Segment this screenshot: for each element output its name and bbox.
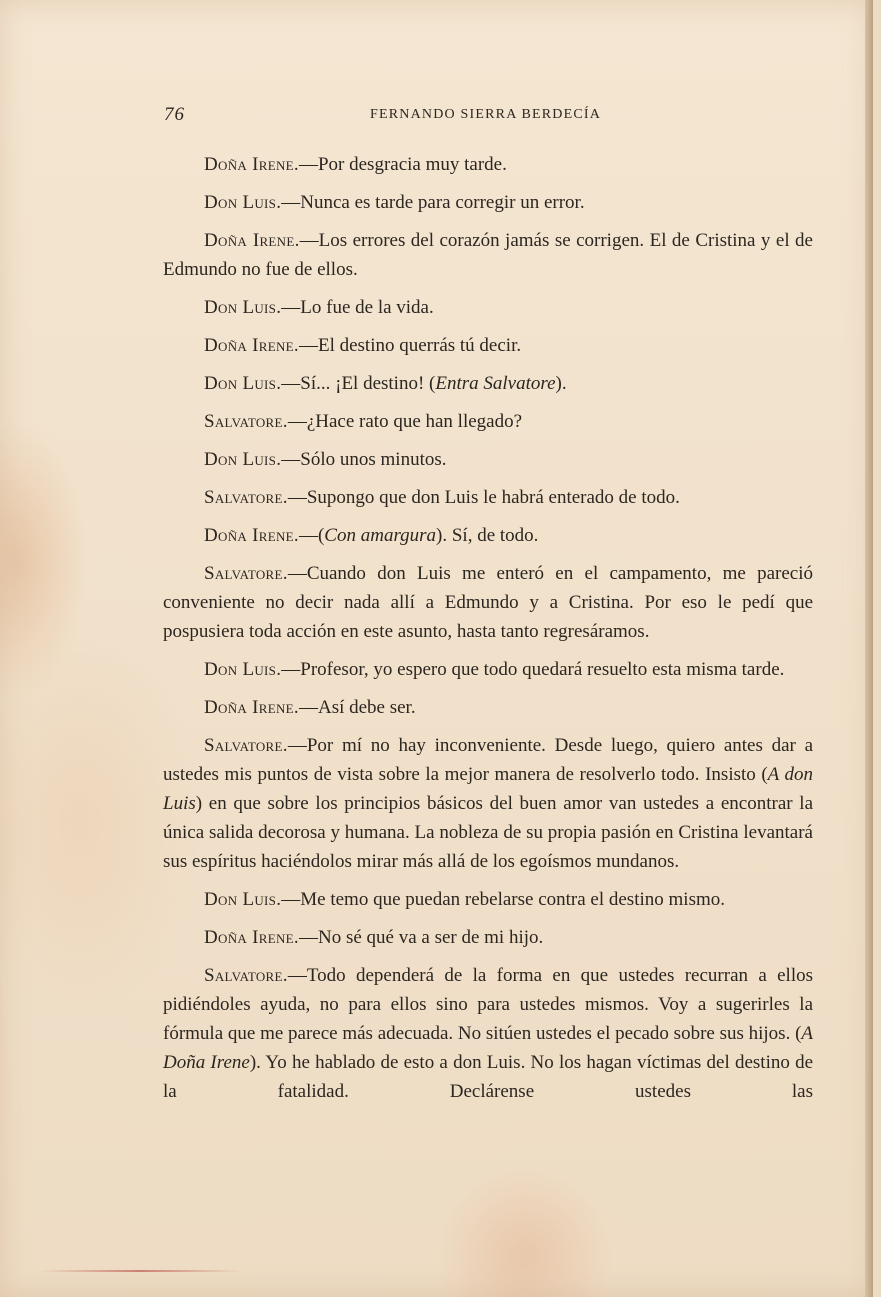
dialogue-line [163,559,813,646]
dialogue-line [163,331,813,360]
page-edge [865,0,873,1297]
dialogue-line [163,655,813,684]
speech: —( [298,525,325,546]
speech: —Cuando don Luis me enteró en el campamento, me pareció conveniente no decir nada allí a Edmundo y a Cristina. Por eso le pedí que pospusiera toda acción en este asunto, hasta tanto regresáramos. [163,563,813,642]
speaker-name: Doña Irene. [204,154,299,175]
speech: —Lo fue de la vida. [281,297,434,318]
dialogue-line [163,445,813,474]
speaker-name: Don Luis. [204,373,282,394]
speech: —Por mí no hay inconveniente. Desde luego, quiero antes dar a ustedes mis puntos de vista sobre la mejor manera de resolverlo todo. Insisto ( [163,735,813,785]
speech: —Sólo unos minutos. [281,449,447,470]
page-number: 76 [164,104,185,125]
speaker-name: Doña Irene. [204,230,300,251]
stage-direction: Entra Salvatore [435,373,556,394]
speaker-name: Don Luis. [204,192,282,213]
speaker-name: Salvatore. [204,735,288,756]
speech: ) en que sobre los principios básicos del buen amor van ustedes a encontrar la única salida decorosa y humana. La nobleza de su propia pasión en Cristina levantará sus espíritus haciéndolos mirar más allá de los egoísmos mundanos. [163,793,813,872]
speech: —Sí... ¡El destino! ( [281,373,436,394]
speaker-name: Doña Irene. [204,335,299,356]
dialogue-line [163,961,813,1106]
speech: —Así debe ser. [298,697,416,718]
play-text [163,150,813,1115]
speech: —No sé qué va a ser de mi hijo. [298,927,544,948]
speaker-name: Salvatore. [204,563,288,584]
stage-direction: A Doña Irene [163,1023,814,1073]
dialogue-line [163,483,813,512]
speaker-name: Doña Irene. [204,927,299,948]
speech: —¿Hace rato que han llegado? [287,411,523,432]
speaker-name: Salvatore. [204,965,288,986]
speaker-name: Don Luis. [204,297,282,318]
speech: —Los errores del corazón jamás se corrigen. El de Cristina y el de Edmundo no fue de ellos. [163,230,813,280]
speaker-name: Don Luis. [204,659,282,680]
ink-mark [40,1270,240,1272]
speaker-name: Salvatore. [204,411,288,432]
speech: —Supongo que don Luis le habrá enterado de todo. [287,487,680,508]
dialogue-line [163,188,813,217]
speech: ). [555,373,567,394]
dialogue-line [163,226,813,284]
speech: —Nunca es tarde para corregir un error. [281,192,585,213]
dialogue-line [163,923,813,952]
dialogue-line [163,885,813,914]
speech: —El destino querrás tú decir. [298,335,522,356]
speech: ). Yo he hablado de esto a don Luis. No los hagan víctimas del destino de la fatalidad. Declárense ustedes las [163,1052,814,1102]
dialogue-line [163,521,813,550]
speaker-name: Doña Irene. [204,697,299,718]
dialogue-line [163,731,813,876]
stage-direction: A don Luis [163,764,813,814]
speech: —Todo dependerá de la forma en que ustedes recurran a ellos pidiéndoles ayuda, no para ellos sino para ustedes mismos. Voy a sugerirles la fórmula que me parece más adecuada. No sitúen ustedes el pecado sobre sus hijos. ( [163,965,813,1044]
dialogue-line [163,150,813,179]
speech: —Profesor, yo espero que todo quedará resuelto esta misma tarde. [281,659,785,680]
dialogue-line [163,369,813,398]
speaker-name: Don Luis. [204,449,282,470]
speaker-name: Don Luis. [204,889,282,910]
speech: ). Sí, de todo. [436,525,539,546]
speaker-name: Doña Irene. [204,525,299,546]
page-header [0,104,873,130]
dialogue-line [163,693,813,722]
stage-direction: Con amargura [324,525,437,546]
dialogue-line [163,293,813,322]
running-head: FERNANDO SIERRA BERDECÍA [370,107,602,122]
speech: —Por desgracia muy tarde. [298,154,507,175]
dialogue-line [163,407,813,436]
speech: —Me temo que puedan rebelarse contra el destino mismo. [281,889,725,910]
speaker-name: Salvatore. [204,487,288,508]
